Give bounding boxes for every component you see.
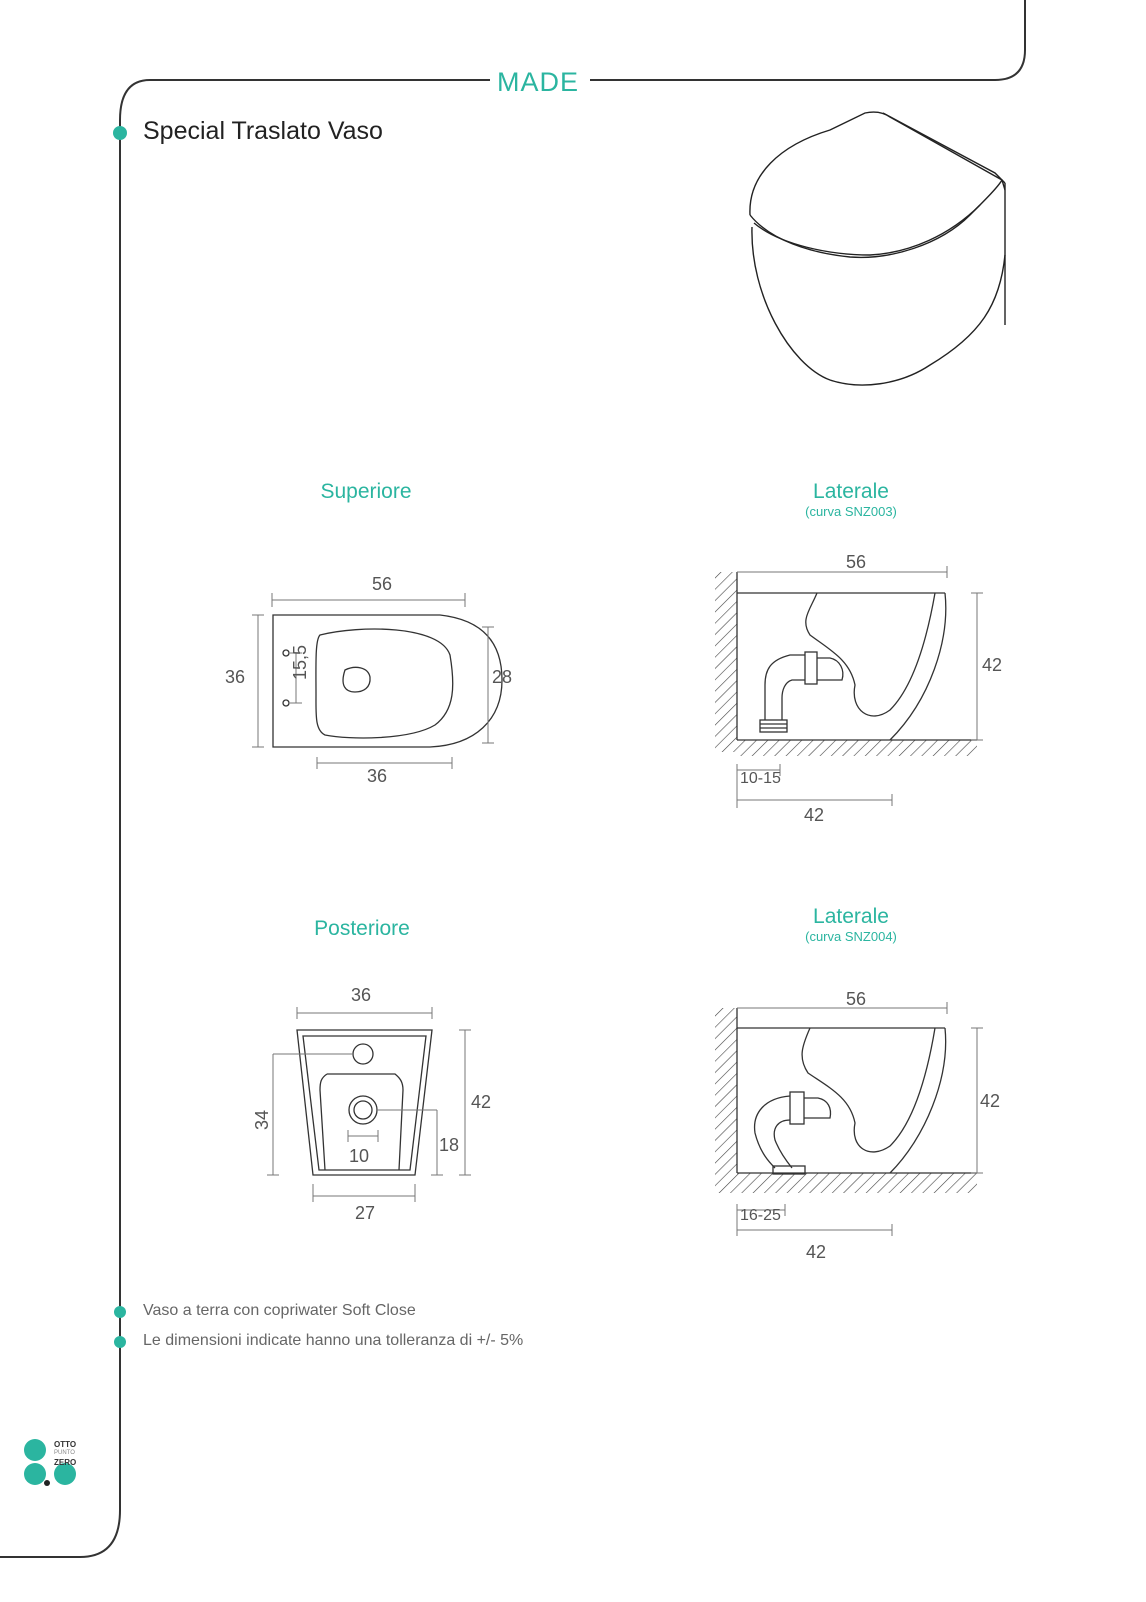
side-view-2-subtitle: (curva SNZ004)	[805, 929, 897, 944]
top-width-dim: 36	[225, 667, 246, 687]
note-item: Vaso a terra con copriwater Soft Close	[143, 1302, 416, 1319]
brand-header: MADE	[493, 66, 583, 98]
side2-height-dim: 42	[980, 1091, 1001, 1111]
note-item: Le dimensioni indicate hanno una tolleranza di +/- 5%	[143, 1332, 524, 1349]
back-outlet-width-dim: 10	[349, 1146, 370, 1166]
top-view-title: Superiore	[320, 480, 412, 503]
side1-height-dim: 42	[982, 655, 1003, 675]
top-view-drawing	[240, 585, 513, 790]
side1-offset-dim: 10-15	[740, 770, 781, 787]
back-outlet-height-dim: 18	[439, 1135, 460, 1155]
back-view-title: Posteriore	[314, 917, 410, 940]
side-view-1-subtitle: (curva SNZ003)	[805, 504, 897, 519]
side-view-1-drawing	[710, 560, 1020, 835]
back-height-dim: 42	[471, 1092, 492, 1112]
logo-wordmark	[54, 1440, 76, 1467]
top-inner-width-dim: 28	[492, 667, 513, 687]
side-view-2-title: Laterale	[813, 905, 889, 928]
side2-length-dim: 56	[846, 989, 867, 1009]
logo-line-punto: PUNTO	[54, 1450, 75, 1456]
side1-length-dim: 56	[846, 552, 867, 572]
back-view-drawing	[245, 1000, 495, 1210]
back-width-dim: 36	[351, 985, 372, 1005]
back-base-width-dim: 27	[355, 1203, 376, 1223]
side2-offset-dim: 16-25	[740, 1207, 781, 1224]
back-inlet-height-dim: 34	[252, 1109, 272, 1130]
top-hole-spacing-dim: 15,5	[290, 644, 310, 680]
side2-depth-dim: 42	[806, 1242, 827, 1262]
logo-line-otto: OTTO	[54, 1440, 77, 1449]
side1-depth-dim: 42	[804, 805, 825, 825]
top-front-width-dim: 36	[367, 766, 388, 786]
side-view-1-title: Laterale	[813, 480, 889, 503]
note-bullet-icon	[114, 1336, 126, 1348]
top-length-dim: 56	[372, 574, 393, 594]
note-bullet-icon	[114, 1306, 126, 1318]
logo-line-zero: ZERO	[54, 1458, 77, 1467]
title-bullet-icon	[113, 126, 127, 140]
page-title: Special Traslato Vaso	[143, 117, 383, 145]
product-perspective-drawing	[740, 105, 1020, 395]
